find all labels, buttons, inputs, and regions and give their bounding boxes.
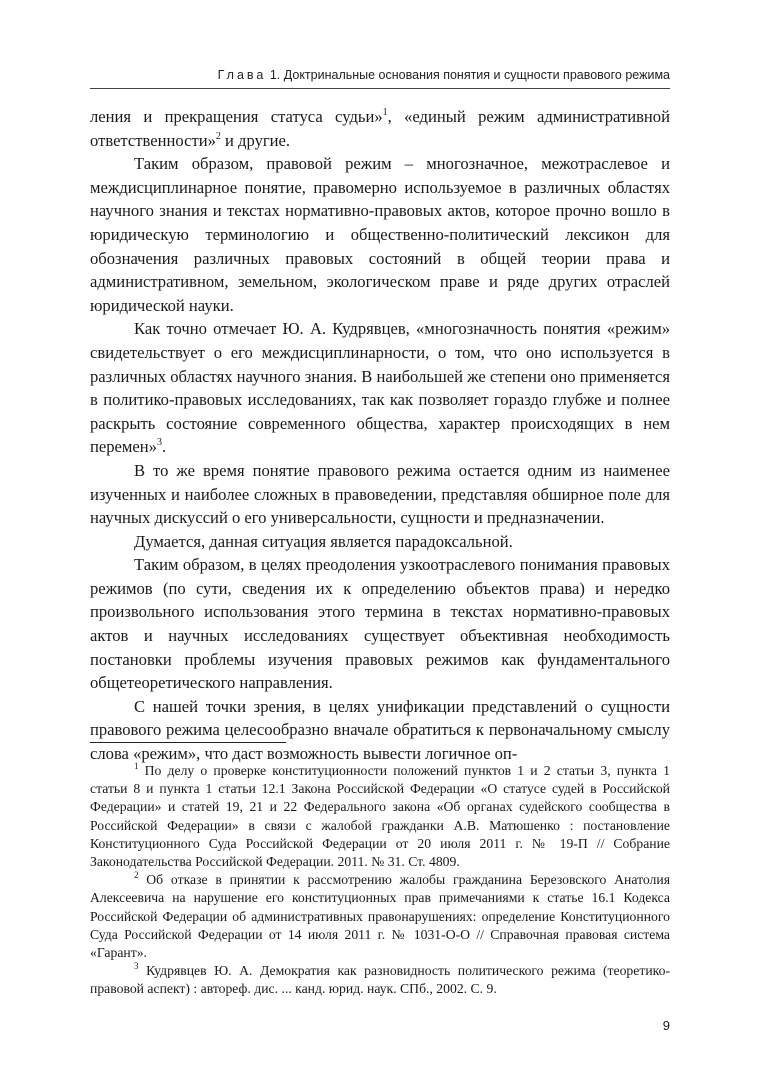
paragraph-text: и другие. (220, 130, 291, 150)
footnote-ref-1: 1 (382, 107, 388, 118)
paragraph: С нашей точки зрения, в целях унификации представлений о сущности правового режима целесообразно вначале обратиться к первоначальному смыслу слова «режим», что даст возможность вывести логичное оп- (90, 696, 670, 764)
paragraph: Таким образом, в целях преодоления узкоотраслевого понимания правовых режимов (по сути, сведения их к определению объектов права) и нередко произвольного использования этого термина в текстах нормативно-правовых актов и научных исследованиях существует объективная необходимость постановки проблемы изучения правовых режимов как фундаментального общетеоретического направления. (90, 555, 670, 693)
footnote-ref-2: 2 (215, 130, 221, 142)
paragraph: Думается, данная ситуация является парадоксальной. (134, 531, 513, 551)
footnote-number: 2 (134, 870, 139, 881)
paragraph: В то же время понятие правового режима остается одним из наименее изученных и наиболее сложных в правоведении, представляя обширное поле для научных дискуссий о его универсальности, сущности и предназначении. (90, 460, 670, 528)
running-header (90, 68, 670, 82)
header-divider (90, 88, 670, 89)
paragraph-text: Как точно отмечает Ю. А. Кудрявцев, «многозначность понятия «режим» свидетельствует о его междисциплинарности, о том, что оно используется в различных областях научного знания. В наибольшей же степени оно применяется в политико-правовых исследованиях, так как позволяет гораздо глубже и полнее раскрыть состояние современного общества, характер происходящих в нем перемен» (90, 319, 670, 457)
footnote-text: Об отказе в принятии к рассмотрению жалобы гражданина Березовского Анатолия Алексеевича на нарушение его конституционных прав примечаниями к статье 16.1 Кодекса Российской Федерации об административных правонарушениях: определение Конституционного Суда Российской Федерации от 14 июля 2011 г. № 1031-О-О // Справочная правовая система «Гарант». (90, 872, 671, 961)
page-number: 9 (662, 1018, 670, 1033)
paragraph-text: , «единый режим административной ответственности» (90, 107, 670, 150)
footnote-number: 3 (134, 961, 139, 972)
footnote-number: 1 (134, 761, 139, 771)
footnotes (90, 762, 670, 999)
paragraph: Таким образом, правовой режим – многозначное, межотраслевое и междисциплинарное понятие, правомерно используемое в различных областях научного знания и текстах нормативно-правовых актов, которое прочно вошло в юридическую терминологию и общественно-политический лексикон для обозначения различных правовых состояний в общей теории права и административном, земельном, экологическом праве и ряде других отраслей юридической науки. (90, 154, 670, 315)
footnote-3 (90, 962, 670, 998)
footnote-1 (90, 762, 670, 871)
chapter-word: Глава (217, 68, 267, 82)
footnote-text: По делу о проверке конституционности положений пунктов 1 и 2 статьи 3, пункта 1 статьи 8 и пункта 1 статьи 12.1 Закона Российской Федерации «О статусе судей в Российской Федерации» и статей 19, 21 и 22 Федерального закона «Об органах судейского сообщества в Российской Федерации» в связи с жалобой гражданки А.В. Матюшенко : постановление Конституционного Суда Российской Федерации от 20 июля 2011 г. № 19-П // Собрание Законодательства Российской Федерации. 2011. № 31. Ст. 4809. (90, 763, 670, 870)
footnote-divider (90, 742, 286, 743)
footnote-text: Кудрявцев Ю. А. Демократия как разновидность политического режима (теоретико-правовой аспект) : автореф. дис. ... канд. юрид. наук. СПб., 2002. С. 9. (90, 963, 671, 997)
paragraph-continued (90, 105, 670, 152)
footnote-ref-3: 3 (156, 437, 162, 449)
paragraph-text: ления и прекращения статуса судьи» (90, 107, 383, 126)
chapter-title: 1. Доктринальные основания понятия и сущности правового режима (269, 68, 670, 82)
paragraph-text: . (161, 437, 167, 457)
main-text (90, 105, 670, 766)
footnote-2 (90, 871, 670, 962)
paragraph-quote (90, 317, 670, 459)
